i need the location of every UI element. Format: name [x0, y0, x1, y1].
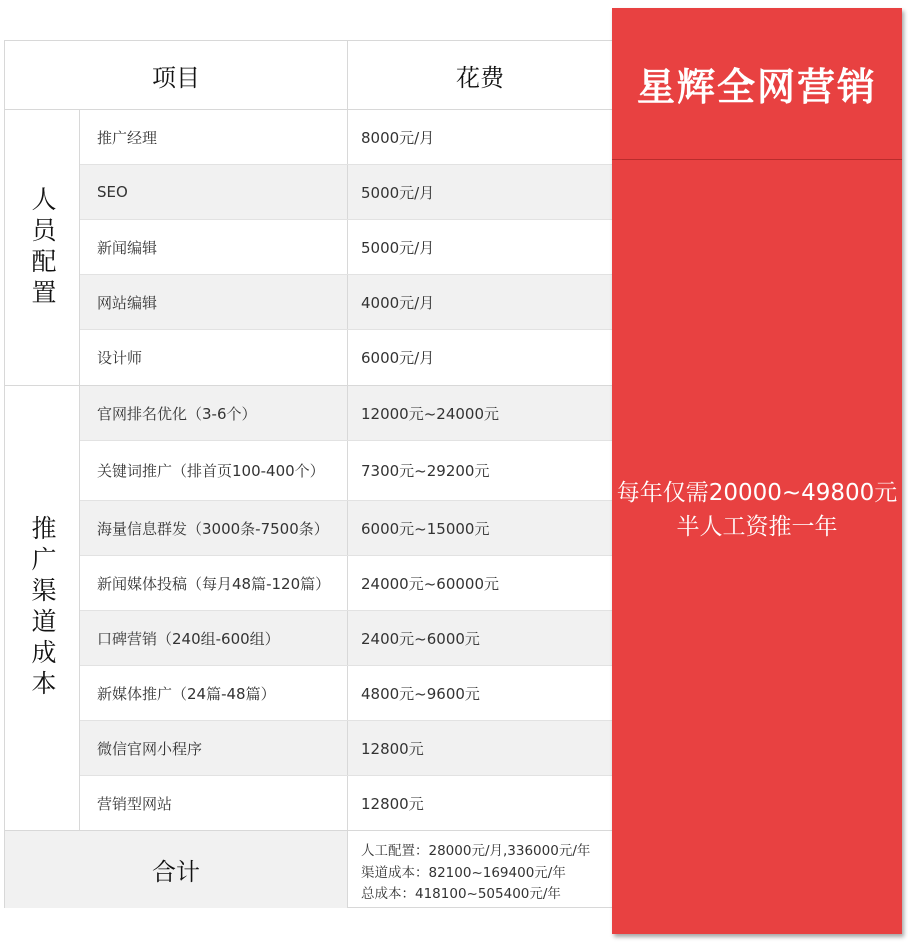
group-staffing-label: 人员配置	[28, 185, 57, 310]
promo-text	[612, 476, 902, 544]
total-line-staffing: 人工配置：28000元/月,336000元/年	[361, 843, 591, 859]
group-staffing	[5, 110, 80, 386]
row-cost: 6000元~15000元	[361, 519, 490, 538]
promo-title: 星辉全网营销	[612, 8, 902, 160]
row-item: 新闻媒体投稿（每月48篇-120篇）	[80, 556, 348, 610]
table-row	[80, 441, 612, 501]
row-item: 口碑营销（240组-600组）	[80, 611, 348, 665]
row-cost: 4000元/月	[361, 293, 435, 312]
row-cost: 8000元/月	[361, 128, 435, 147]
row-cost: 6000元/月	[361, 349, 435, 367]
table-row	[80, 386, 612, 441]
row-cost: 7300元~29200元	[361, 462, 490, 480]
row-cost: 5000元/月	[361, 183, 435, 202]
cost-table	[4, 40, 612, 908]
row-item: 海量信息群发（3000条-7500条）	[80, 501, 348, 555]
row-item: 新闻编辑	[80, 220, 348, 274]
row-item: 设计师	[80, 330, 348, 385]
table-row	[80, 721, 612, 776]
row-item: 关键词推广（排首页100-400个）	[80, 441, 348, 500]
row-item: 营销型网站	[80, 776, 348, 830]
table-row	[80, 165, 612, 220]
row-item: 网站编辑	[80, 275, 348, 329]
promo-banner	[612, 8, 902, 934]
row-cost: 12800元	[361, 739, 424, 758]
total-line-channels: 渠道成本：82100~169400元/年	[361, 864, 566, 881]
total-label: 合计	[5, 831, 348, 908]
table-row	[80, 220, 612, 275]
table-row	[80, 110, 612, 165]
header-item: 项目	[5, 41, 348, 110]
table-row	[80, 501, 612, 556]
row-cost: 5000元/月	[361, 238, 435, 257]
table-row	[80, 556, 612, 611]
row-item: 官网排名优化（3-6个）	[80, 386, 348, 440]
row-cost: 12000元~24000元	[361, 404, 500, 423]
table-row	[80, 611, 612, 666]
row-item: 推广经理	[80, 110, 348, 164]
row-cost: 24000元~60000元	[361, 574, 500, 593]
table-row	[80, 330, 612, 386]
header-cost: 花费	[348, 41, 612, 110]
group-channels-label: 推广渠道成本	[28, 515, 57, 701]
row-item: SEO	[80, 165, 348, 219]
promo-line-slogan: 半人工资推一年	[676, 514, 838, 540]
row-item: 微信官网小程序	[80, 721, 348, 775]
group-channels	[5, 386, 80, 831]
table-row	[80, 776, 612, 831]
table-row	[80, 666, 612, 721]
total-line-overall: 总成本：418100~505400元/年	[361, 886, 561, 902]
row-cost: 4800元~9600元	[361, 684, 480, 703]
row-cost: 12800元	[361, 794, 424, 813]
row-cost: 2400元~6000元	[361, 629, 480, 648]
table-row	[80, 275, 612, 330]
row-item: 新媒体推广（24篇-48篇）	[80, 666, 348, 720]
total-values	[348, 831, 612, 908]
promo-line-price: 每年仅需20000~49800元	[616, 480, 898, 506]
